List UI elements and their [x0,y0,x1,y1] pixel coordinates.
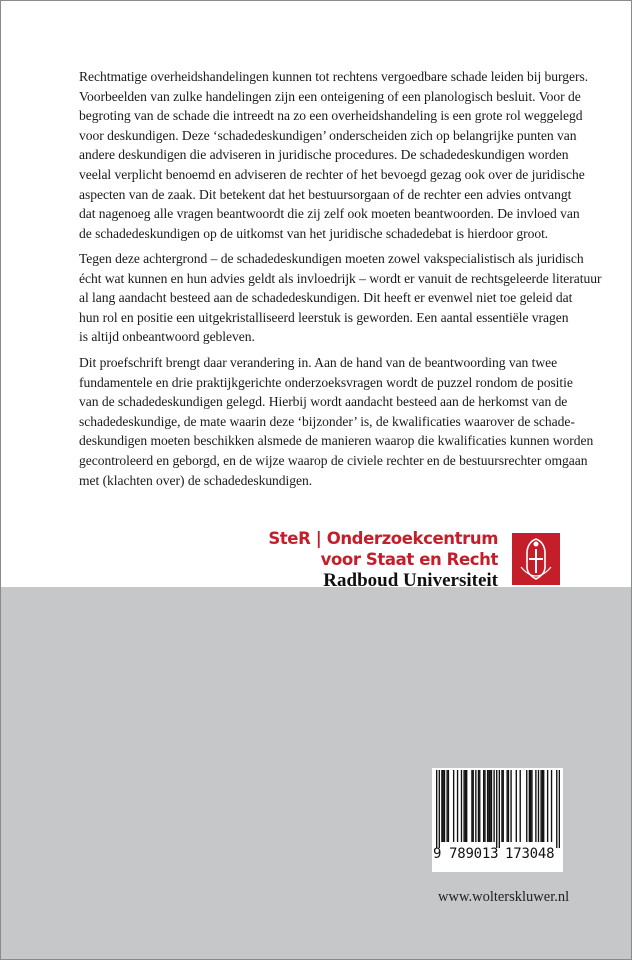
barcode-bar [501,770,502,842]
barcode-bar [466,770,467,842]
text-line: voor deskundigen. Deze ‘schadedeskundigen’ onderscheiden zich op belangrijke punten van [79,127,577,143]
barcode-bar [444,770,445,842]
barcode-bar [526,770,527,842]
barcode-bar [446,770,447,842]
barcode-bar [538,770,539,842]
text-line: dat nagenoeg alle vragen beantwoordt die zij zelf ook moeten beantwoorden. De invloed van [79,206,580,222]
publisher-logo [268,528,498,592]
barcode-bar [551,770,552,842]
barcode-bar [463,770,464,842]
barcode-bar [510,770,511,842]
logo-line-1: SteR | Onderzoekcentrum [268,529,498,548]
barcode-bar [520,770,521,842]
text-line: deskundigen moeten beschikken alsmede de manieren waarop die kwalificaties kunnen worden [79,433,594,449]
blurb-paragraph-3 [79,353,594,490]
barcode-bar [484,770,485,842]
text-line: Tegen deze achtergrond – de schadedeskundigen moeten zowel vakspecialistisch als juridisch [79,251,584,266]
text-line: Rechtmatige overheidshandelingen kunnen tot rechtens vergoedbare schade leiden bij burgers. [79,69,589,84]
blurb-paragraph-2 [79,249,602,347]
text-line: met (klachten over) de schadedeskundigen. [79,472,313,488]
barcode-bar [448,770,449,842]
barcode-bar [535,770,536,842]
barcode-bar [547,770,548,842]
barcode-bar [503,770,504,842]
barcode-bar [453,770,454,842]
text-line: is altijd onbeantwoord gebleven. [79,329,255,345]
text-line: fundamentele en drie praktijkgerichte onderzoeksvragen wordt de puzzel rondom de positie [79,374,573,390]
text-line: Voorbeelden van zulke handelingen zijn een onteigening of een planologisch besluit. Voor de [79,88,581,104]
text-line: al lang aandacht besteed aan de schadedeskundigen. Dit heeft er evenwel niet toe geleid dat [79,290,573,306]
barcode-bar [490,770,491,842]
barcode-bar [508,770,509,842]
barcode-bar [543,770,544,842]
text-line: schadedeskundige, de mate waarin deze ‘bijzonder’ is, de kwalificaties waarover de schade- [79,413,575,429]
barcode-bar [531,770,532,842]
barcode-bar [465,770,466,842]
barcode-bar [542,770,543,842]
barcode-bar [436,770,437,848]
barcode-bar [559,770,560,848]
barcode-bar [439,770,440,848]
logo-line-2: voor Staat en Recht [320,550,498,569]
barcode-bar [496,770,497,848]
barcode-bar [556,770,557,848]
barcode-bar [491,770,492,842]
barcode-bar [457,770,458,842]
barcode-bar [461,770,462,842]
logo-line-3: Radboud Universiteit [323,570,498,591]
text-line: begroting van de schade die intreedt na zo een overheidshandeling is een grote rol weggelegd [79,108,583,124]
text-line: andere deskundigen die adviseren in juridische procedures. De schadedeskundigen worden [79,147,569,163]
text-line: de schadedeskundigen op de uitkomst van het juridische schadedebat is hierdoor groot. [79,225,549,241]
barcode-bar [471,770,472,842]
barcode-bar [479,770,480,842]
text-line: gecontroleerd en geborgd, en de wijze waarop de civiele rechter en de bestuursrechter omgaan [79,452,588,468]
barcode-bars [436,770,560,848]
barcode-bar [478,770,479,842]
radboud-seal-icon [512,533,560,585]
text-line: aspecten van de zaak. Dit betekent dat het bestuursorgaan of de rechter een advies ontvangt [79,186,572,202]
publisher-url[interactable]: www.wolterskluwer.nl [438,889,570,905]
barcode-bar [483,770,484,842]
barcode-bar [506,770,507,842]
barcode-bar [529,770,530,842]
barcode-bar [516,770,517,842]
barcode-bar [488,770,489,842]
text-line: van de schadedeskundigen gelegd. Hierbij wordt aandacht besteed aan de herkomst van de [79,394,568,410]
text-line: Dit proefschrift brengt daar verandering in. Aan de hand van de beantwoording van twee [79,355,558,370]
barcode-bar [475,770,476,842]
barcode-group-1: 789013 [449,846,499,862]
barcode-bar [441,770,442,842]
barcode-bar [499,770,500,848]
barcode-bar [530,770,531,842]
barcode-bar [540,770,541,842]
text-line: hun rol en positie een uitgekristalliseerd leerstuk is geworden. Een aantal essentiële vragen [79,309,569,325]
barcode-group-2: 173048 [505,846,555,862]
text-line: veelal verplicht benoemd en adviseren de rechter of het bevoegd gezag ook over de juridische [79,166,585,182]
isbn-barcode [432,768,563,872]
barcode-first-digit: 9 [433,846,442,862]
barcode-bar [487,770,488,842]
text-line: écht wat kunnen en hun advies geldt als invloedrijk – wordt er vanuit de rechtsgeleerde literatuur [79,270,602,286]
barcode-bar [473,770,474,842]
blurb-paragraph-1 [79,67,589,243]
barcode-bar [493,770,494,842]
barcode-bar [443,770,444,842]
